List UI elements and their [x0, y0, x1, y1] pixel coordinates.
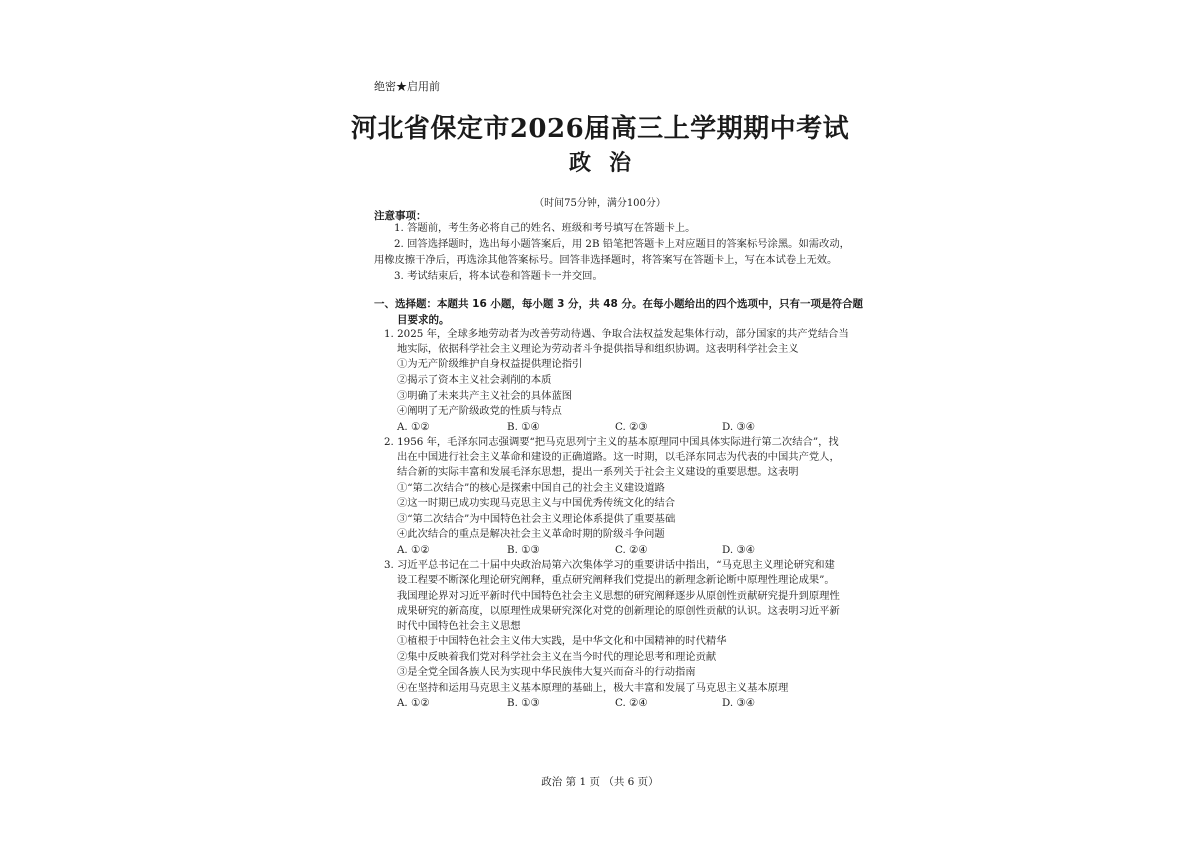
notice-item: 3. 考试结束后，将本试卷和答题卡一并交回。 [394, 270, 603, 282]
time-info: （时间75分钟，满分100分） [534, 198, 666, 209]
question-1-stem: 1. 2025 年，全球多地劳动者为改善劳动待遇、争取合法权益发起集体行动，部分国家的共产党结合当 [384, 328, 849, 340]
question-2-option-d: D. ③④ [722, 544, 755, 556]
question-3-option-d: D. ③④ [722, 697, 755, 709]
question-3-option-a: A. ①② [397, 697, 430, 709]
question-2-option-a: A. ①② [397, 544, 430, 556]
notice-heading: 注意事项： [374, 210, 427, 222]
question-3-stem: 时代中国特色社会主义思想 [397, 620, 521, 632]
question-1-stem: 地实际，依据科学社会主义理论为劳动者斗争提供指导和组织协调。这表明科学社会主义 [397, 343, 799, 355]
section-heading: 一、选择题：本题共 16 小题，每小题 3 分，共 48 分。在每小题给出的四个选项中，只有一项是符合题 [374, 298, 863, 310]
question-3-stem: 我国理论界对习近平新时代中国特色社会主义思想的研究阐释逐步从原创性贡献研究提升到原理性 [397, 590, 840, 602]
section-heading-cont: 目要求的。 [397, 314, 450, 326]
question-1-item: ③明确了未来共产主义社会的具体蓝图 [397, 390, 573, 402]
question-2-item: ②这一时期已成功实现马克思主义与中国优秀传统文化的结合 [397, 497, 676, 509]
question-3-item: ④在坚持和运用马克思主义基本原理的基础上，极大丰富和发展了马克思主义基本原理 [397, 682, 789, 694]
question-2-stem: 结合新的实际丰富和发展毛泽东思想，提出一系列关于社会主义建设的重要思想。这表明 [397, 466, 799, 478]
question-1-item: ②揭示了资本主义社会剥削的本质 [397, 374, 552, 386]
question-2-item: ③“第二次结合”为中国特色社会主义理论体系提供了重要基础 [397, 513, 676, 525]
question-2-option-b: B. ①③ [507, 544, 540, 556]
question-2-item: ④此次结合的重点是解决社会主义革命时期的阶级斗争问题 [397, 528, 665, 540]
question-1-item: ①为无产阶级维护自身权益提供理论指引 [397, 358, 583, 370]
question-3-stem: 成果研究的新高度，以原理性成果研究深化对党的创新理论的原创性贡献的认识。这表明习近平新 [397, 605, 840, 617]
question-1-option-c: C. ②③ [615, 421, 648, 433]
exam-subject: 政治 [568, 150, 649, 176]
question-1-option-d: D. ③④ [722, 421, 755, 433]
page-footer: 政治 第 1 页 （共 6 页） [541, 776, 659, 788]
notice-item: 用橡皮擦干净后，再选涂其他答案标号。回答非选择题时，将答案写在答题卡上，写在本试卷上无效。 [374, 254, 838, 266]
notice-item: 1. 答题前，考生务必将自己的姓名、班级和考号填写在答题卡上。 [394, 222, 696, 234]
question-3-item: ①植根于中国特色社会主义伟大实践，是中华文化和中国精神的时代精华 [397, 635, 727, 647]
question-2-item: ①“第二次结合”的核心是探索中国自己的社会主义建设道路 [397, 482, 665, 494]
notice-item: 2. 回答选择题时，选出每小题答案后，用 2B 铅笔把答题卡上对应题目的答案标号涂黑。如需改动， [394, 238, 850, 250]
question-1-item: ④阐明了无产阶级政党的性质与特点 [397, 405, 562, 417]
question-3-option-b: B. ①③ [507, 697, 540, 709]
question-2-stem: 2. 1956 年，毛泽东同志强调要“把马克思列宁主义的基本原理同中国具体实际进行第二次结合”，找 [384, 436, 839, 448]
question-3-item: ②集中反映着我们党对科学社会主义在当今时代的理论思考和理论贡献 [397, 651, 717, 663]
question-3-stem: 3. 习近平总书记在二十届中央政治局第六次集体学习的重要讲话中指出，“马克思主义理论研究和建 [384, 559, 835, 571]
question-1-option-a: A. ①② [397, 421, 430, 433]
question-2-option-c: C. ②④ [615, 544, 648, 556]
question-3-option-c: C. ②④ [615, 697, 648, 709]
question-3-item: ③是全党全国各族人民为实现中华民族伟大复兴而奋斗的行动指南 [397, 666, 696, 678]
confidential-mark: 绝密★启用前 [374, 80, 440, 93]
question-2-stem: 出在中国进行社会主义革命和建设的正确道路。这一时期，以毛泽东同志为代表的中国共产党人， [397, 451, 840, 463]
exam-title: 河北省保定市2026届高三上学期期中考试 [350, 114, 850, 144]
question-3-stem: 设工程要不断深化理论研究阐释，重点研究阐释我们党提出的新理念新论断中原理性理论成果”。 [397, 574, 835, 586]
question-1-option-b: B. ①④ [507, 421, 540, 433]
